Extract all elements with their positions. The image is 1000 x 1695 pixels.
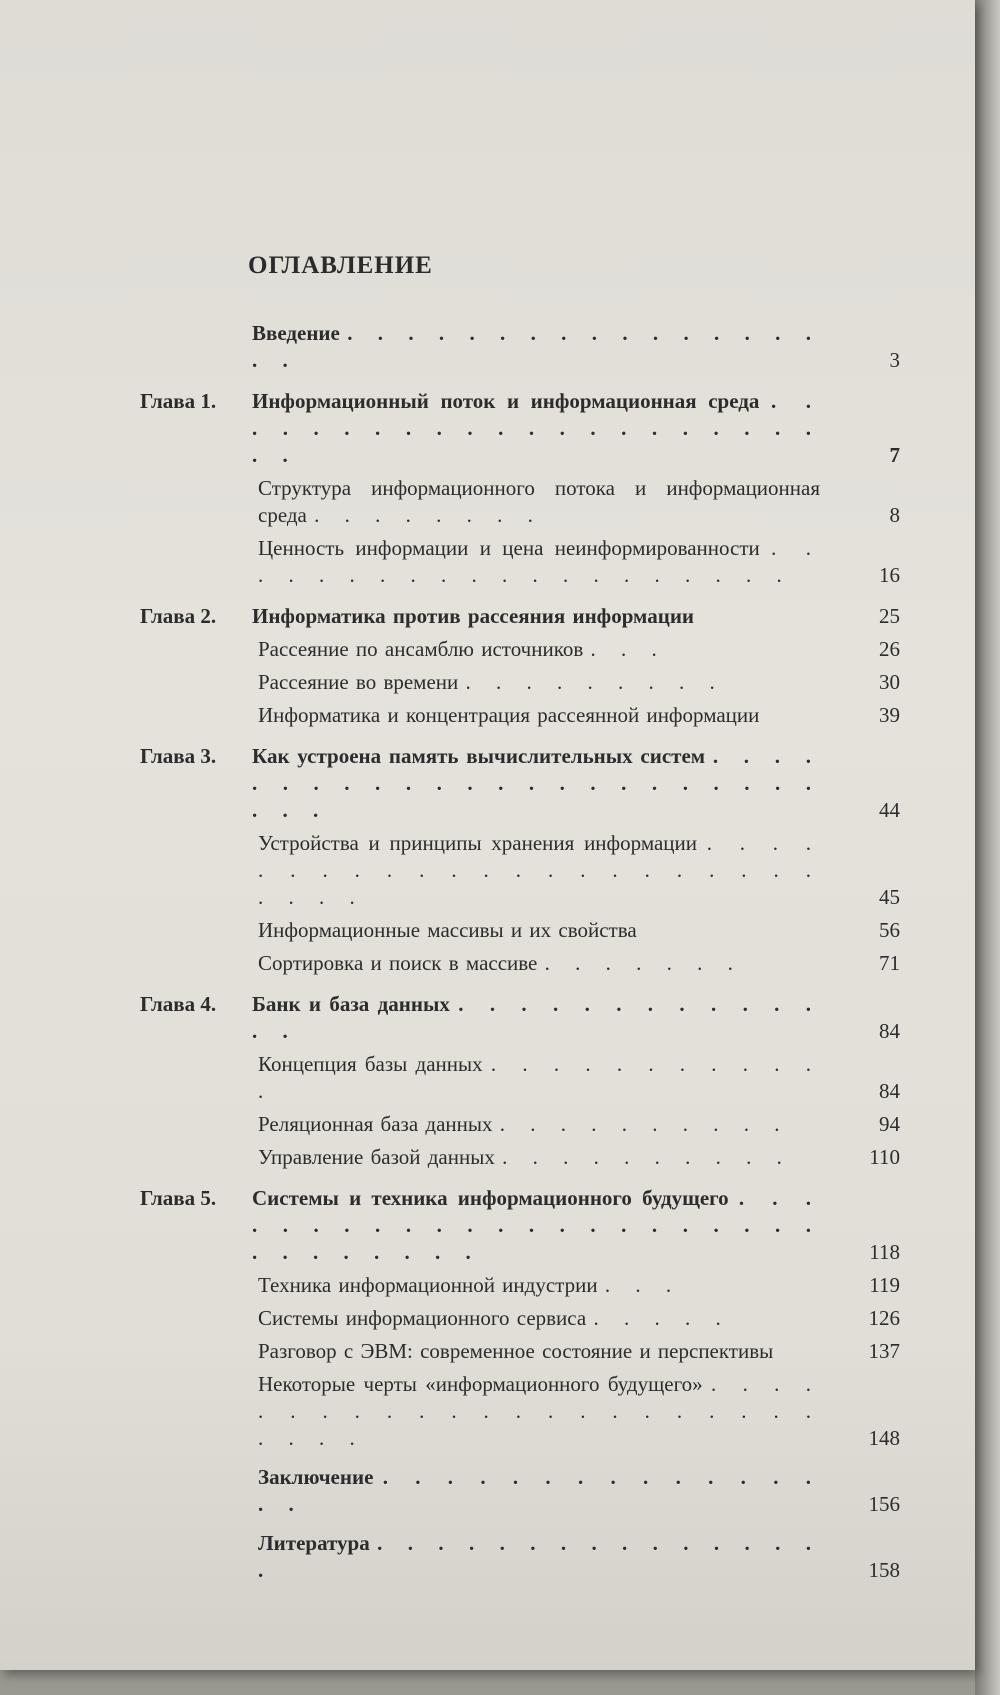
leader-dots: . . . . . . . . . . . . . . . . bbox=[258, 1531, 821, 1582]
leader-dots: . . . bbox=[590, 637, 666, 661]
leader-dots: . . . . . . . . . . . . bbox=[258, 1052, 821, 1103]
entry-title: Управление базой данных bbox=[258, 1145, 495, 1169]
page-number: 56 bbox=[879, 918, 900, 942]
entry-title: Литература bbox=[258, 1531, 370, 1555]
leader-dots: . . . . . . . . . . . . . . . . . . . . . . . . . . . . . . bbox=[252, 1186, 820, 1264]
page-number: 25 bbox=[879, 604, 900, 628]
entry-title: Некоторые черты «информационного будущего» bbox=[258, 1372, 703, 1396]
page-number: 158 bbox=[868, 1558, 900, 1582]
toc-entry-chapter-5 bbox=[140, 1185, 900, 1266]
leader-dots: . . . . . . . . . . . . . . . . . . . . . . . bbox=[252, 389, 820, 467]
chapter-label: Глава 3. bbox=[140, 744, 217, 768]
page-number: 137 bbox=[868, 1339, 900, 1363]
entry-title: Информационный поток и информационная среда bbox=[252, 389, 760, 413]
leader-dots: . . . . . . . . . . . . . . . . . . . . . . . . . . bbox=[258, 831, 820, 909]
toc-entry-2-3 bbox=[140, 702, 900, 729]
toc-entry-chapter-2 bbox=[140, 603, 900, 630]
leader-dots: . . . . . . . . . . . . . . . . . . . . . . . . . . bbox=[252, 744, 820, 822]
entry-title: Сортировка и поиск в массиве bbox=[258, 951, 538, 975]
leader-dots: . . . . . . . . . bbox=[465, 670, 724, 694]
page-number: 110 bbox=[869, 1145, 900, 1169]
page-number: 8 bbox=[889, 503, 900, 527]
toc-entry-conclusion bbox=[140, 1464, 900, 1518]
page-number: 16 bbox=[879, 563, 900, 587]
toc-entry-5-1 bbox=[140, 1272, 900, 1299]
entry-title: Информатика против рассеяния информации bbox=[252, 604, 695, 628]
leader-dots: . . . . . bbox=[593, 1306, 730, 1330]
entry-title: Системы и техника информационного будущего bbox=[252, 1186, 729, 1210]
page-number: 44 bbox=[879, 798, 900, 822]
entry-title: Реляционная база данных bbox=[258, 1112, 493, 1136]
toc-entry-3-3 bbox=[140, 950, 900, 977]
leader-dots: . . . . . . . . . . . . . . . . . . bbox=[252, 321, 821, 372]
page-number: 119 bbox=[869, 1273, 900, 1297]
page-number: 94 bbox=[879, 1112, 900, 1136]
leader-dots: . . . . . . . . . . . . . . . . bbox=[258, 1465, 821, 1516]
toc-entry-4-1 bbox=[140, 1051, 900, 1105]
table-of-contents bbox=[140, 320, 900, 1590]
entry-title: Рассеяние во времени bbox=[258, 670, 459, 694]
entry-title: Рассеяние по ансамблю источников bbox=[258, 637, 584, 661]
entry-title: Системы информационного сервиса bbox=[258, 1306, 587, 1330]
toc-entry-5-2 bbox=[140, 1305, 900, 1332]
page-title: ОГЛАВЛЕНИЕ bbox=[248, 252, 433, 279]
toc-entry-5-3 bbox=[140, 1338, 900, 1365]
page-number: 126 bbox=[868, 1306, 900, 1330]
background-edge bbox=[975, 0, 1000, 1695]
toc-entry-1-1 bbox=[140, 475, 900, 529]
chapter-label: Глава 4. bbox=[140, 992, 217, 1016]
toc-entry-intro bbox=[140, 320, 900, 374]
entry-title: Ценность информации и цена неинформированности bbox=[258, 536, 760, 560]
leader-dots: . . . . . . . . . . bbox=[502, 1145, 791, 1169]
page-number: 45 bbox=[879, 885, 900, 909]
entry-title: Введение bbox=[252, 321, 340, 345]
entry-title: Информационные массивы и их свойства bbox=[258, 918, 637, 942]
page-number: 148 bbox=[868, 1426, 900, 1450]
chapter-label: Глава 5. bbox=[140, 1186, 217, 1210]
page-number: 30 bbox=[879, 670, 900, 694]
toc-entry-literature bbox=[140, 1530, 900, 1584]
entry-title: Техника информационной индустрии bbox=[258, 1273, 598, 1297]
leader-dots: . . . . . . . bbox=[544, 951, 742, 975]
toc-entry-4-2 bbox=[140, 1111, 900, 1138]
entry-title: Разговор с ЭВМ: современное состояние и перспективы bbox=[258, 1339, 774, 1363]
toc-entry-3-2 bbox=[140, 917, 900, 944]
entry-title: Как устроена память вычислительных систем bbox=[252, 744, 706, 768]
leader-dots: . . . bbox=[604, 1273, 681, 1297]
chapter-label: Глава 1. bbox=[140, 389, 217, 413]
entry-title: Концепция базы данных bbox=[258, 1052, 483, 1076]
entry-title: Банк и база данных bbox=[252, 992, 450, 1016]
toc-entry-2-1 bbox=[140, 636, 900, 663]
page-number: 84 bbox=[879, 1019, 900, 1043]
page-number: 39 bbox=[879, 703, 900, 727]
page-number: 7 bbox=[889, 443, 900, 467]
entry-title: Информатика и концентрация рассеянной информации bbox=[258, 703, 760, 727]
page-number: 26 bbox=[879, 637, 900, 661]
page-number: 71 bbox=[879, 951, 900, 975]
toc-entry-4-3 bbox=[140, 1144, 900, 1171]
toc-entry-5-4 bbox=[140, 1371, 900, 1452]
page-number: 3 bbox=[889, 348, 900, 372]
leader-dots: . . . . . . . . bbox=[314, 503, 542, 527]
toc-entry-2-2 bbox=[140, 669, 900, 696]
leader-dots: . . . . . . . . . . . . . . bbox=[252, 992, 820, 1043]
toc-entry-chapter-3 bbox=[140, 743, 900, 824]
leader-dots: . . . . . . . . . . bbox=[499, 1112, 789, 1136]
page-number: 118 bbox=[869, 1240, 900, 1264]
entry-title: Устройства и принципы хранения информации bbox=[258, 831, 698, 855]
leader-dots: . . . . . . . . . . . . . . . . . . . . bbox=[258, 536, 821, 587]
page-number: 156 bbox=[868, 1492, 900, 1516]
chapter-label: Глава 2. bbox=[140, 604, 217, 628]
toc-entry-1-2 bbox=[140, 535, 900, 589]
toc-entry-chapter-4 bbox=[140, 991, 900, 1045]
entry-title: Структура информационного потока и информационная среда bbox=[258, 476, 820, 527]
leader-dots: . . . . . . . . . . . . . . . . . . . . . . . . . . bbox=[258, 1372, 821, 1450]
page-number: 84 bbox=[879, 1079, 900, 1103]
toc-entry-chapter-1 bbox=[140, 388, 900, 469]
toc-entry-3-1 bbox=[140, 830, 900, 911]
entry-title: Заключение bbox=[258, 1465, 374, 1489]
